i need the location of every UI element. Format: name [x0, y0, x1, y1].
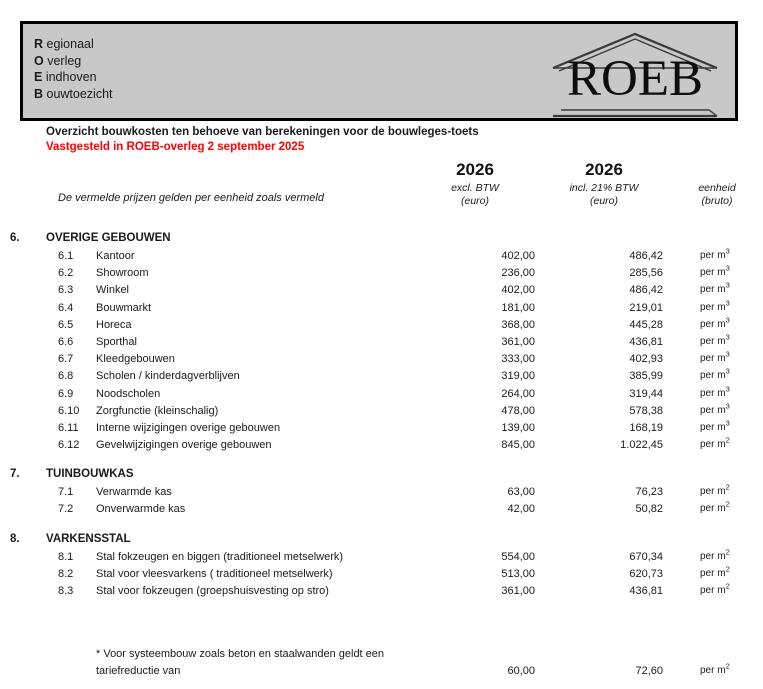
row-label: Gevelwijzigingen overige gebouwen [96, 439, 272, 452]
row-excl-value: 181,00 [501, 301, 535, 314]
row-unit [700, 500, 730, 515]
row-excl-value: 319,00 [501, 370, 535, 383]
table-row [0, 500, 763, 520]
acronym-initial-b: B [34, 86, 44, 101]
row-incl-value: 319,44 [629, 387, 663, 400]
header-incl-year: 2026 [585, 160, 623, 179]
roeb-logo [547, 30, 723, 122]
row-label: Horeca [96, 318, 132, 331]
row-excl-value: 236,00 [501, 267, 535, 280]
row-number: 6.5 [58, 318, 74, 331]
table-row [0, 564, 763, 585]
table-row [0, 547, 763, 568]
row-label: Kantoor [96, 250, 135, 262]
row-unit-exponent: 3 [725, 315, 730, 325]
row-unit [700, 281, 730, 296]
row-incl-value: 1.022,45 [620, 439, 663, 452]
row-incl-value: 578,38 [629, 404, 663, 417]
row-label: Noodscholen [96, 387, 161, 400]
row-unit [700, 564, 730, 579]
page-title: Overzicht bouwkosten ten behoeve van berekeningen voor de bouwleges-toets [46, 126, 479, 138]
section-number: 7. [10, 468, 20, 481]
table-row [0, 332, 763, 353]
section-header-row [0, 533, 763, 551]
row-incl-value: 50,82 [635, 503, 663, 516]
row-excl-value: 42,00 [507, 503, 535, 516]
row-incl-value: 445,28 [629, 318, 663, 331]
row-incl-value: 402,93 [629, 353, 663, 366]
row-label: Onverwarmde kas [96, 503, 186, 516]
row-unit-exponent: 3 [725, 281, 730, 291]
header-excl-sub [415, 182, 535, 208]
row-unit [700, 581, 730, 596]
header-unit-line2: (bruto) [701, 195, 733, 207]
row-number: 6.7 [58, 353, 74, 366]
header-excl-year: 2026 [456, 160, 494, 179]
section-title: OVERIGE GEBOUWEN [46, 232, 171, 244]
row-incl-value: 436,81 [629, 335, 663, 348]
section-title: TUINBOUWKAS [46, 468, 134, 481]
row-unit-text: per m [700, 503, 726, 515]
row-excl-value: 513,00 [501, 567, 535, 580]
row-number: 6.2 [58, 267, 74, 280]
row-unit [700, 435, 730, 451]
table-row [0, 384, 763, 405]
row-number: 6.4 [58, 301, 74, 314]
row-incl-value: 620,73 [629, 567, 663, 580]
row-unit-text: per m [700, 284, 726, 296]
table-row [0, 298, 763, 319]
row-unit-exponent: 3 [725, 332, 730, 342]
row-unit-text: per m [700, 250, 726, 261]
row-number: 6.1 [58, 250, 74, 262]
row-unit-exponent: 3 [725, 246, 730, 256]
row-number: 6.6 [58, 335, 74, 348]
row-incl-value: 436,81 [629, 585, 663, 597]
row-label: Stal voor vleesvarkens ( traditioneel metselwerk) [96, 567, 333, 580]
row-incl-value: 486,42 [629, 284, 663, 297]
row-incl-value: 385,99 [629, 370, 663, 383]
section-number: 8. [10, 532, 20, 545]
row-excl-value: 402,00 [501, 284, 535, 297]
row-unit-exponent: 2 [725, 435, 730, 445]
row-unit-exponent: 3 [725, 384, 730, 394]
table-row [0, 263, 763, 284]
acronym-line-bouwtoezicht [34, 86, 113, 103]
row-unit-text: per m [700, 421, 726, 433]
row-number: 6.3 [58, 284, 74, 297]
row-label: Interne wijzigingen overige gebouwen [96, 421, 281, 434]
footnote-unit-text: per m [700, 665, 726, 676]
row-label: Kleedgebouwen [96, 353, 175, 366]
row-incl-value: 219,01 [629, 301, 663, 314]
footnote-incl-value: 72,60 [635, 665, 663, 677]
section-header-row [0, 232, 763, 250]
row-unit [700, 263, 730, 279]
row-number: 8.2 [58, 567, 74, 580]
row-unit-text: per m [700, 567, 726, 579]
acronym-initial-r: R [34, 37, 44, 51]
row-number: 6.9 [58, 387, 74, 400]
footnote-unit-exponent: 2 [725, 661, 730, 671]
header-incl-line1: incl. 21% BTW [569, 182, 639, 194]
acronym-rest-eindhoven: indhoven [42, 70, 97, 84]
row-excl-value: 368,00 [501, 318, 535, 331]
footnote-line-2: tariefreductie van [96, 665, 181, 677]
row-unit-exponent: 2 [725, 564, 730, 574]
row-label: Verwarmde kas [96, 486, 172, 499]
row-unit-text: per m [700, 550, 726, 562]
section-title: VARKENSSTAL [46, 532, 131, 545]
section-spacer [0, 456, 763, 468]
acronym-rest-bouwtoezicht: ouwtoezicht [43, 86, 113, 101]
section-spacer [0, 521, 763, 533]
row-excl-value: 333,00 [501, 353, 535, 366]
row-unit-exponent: 3 [725, 349, 730, 359]
row-unit-exponent: 3 [725, 298, 730, 308]
header-incl-sub [545, 182, 663, 208]
row-label: Sporthal [96, 335, 137, 348]
row-excl-value: 402,00 [501, 250, 535, 262]
prices-note: De vermelde prijzen gelden per eenheid zoals vermeld [58, 192, 324, 204]
row-unit [700, 332, 730, 347]
header-excl-line1: excl. BTW [451, 182, 499, 194]
header-unit-line1: eenheid [698, 182, 736, 194]
row-unit-exponent: 3 [725, 418, 730, 428]
footnote-line-1: * Voor systeembouw zoals beton en staalwanden geldt een [96, 648, 385, 660]
table-column-headers [0, 160, 763, 220]
row-unit-exponent: 2 [725, 581, 730, 591]
row-unit-text: per m [700, 486, 726, 498]
header-excl-line2: (euro) [460, 195, 489, 207]
row-unit-exponent: 3 [725, 401, 730, 411]
row-excl-value: 478,00 [501, 404, 535, 417]
table-row [0, 366, 763, 387]
acronym-rest-regionaal: egionaal [43, 37, 94, 51]
row-label: Showroom [96, 267, 149, 280]
row-label: Stal fokzeugen en biggen (traditioneel metselwerk) [96, 550, 344, 563]
row-unit [700, 298, 730, 313]
row-label: Stal voor fokzeugen (groepshuisvesting op stro) [96, 585, 329, 597]
row-number: 6.8 [58, 370, 74, 383]
row-label: Bouwmarkt [96, 301, 152, 314]
table-row [0, 581, 763, 602]
row-unit-text: per m [700, 404, 726, 416]
table-row [0, 482, 763, 503]
header-unit [678, 182, 756, 208]
row-unit-text: per m [700, 335, 726, 347]
letterhead-box [20, 21, 738, 121]
header-incl-line2: (euro) [589, 195, 618, 207]
page-subtitle: Vastgesteld in ROEB-overleg 2 september 2025 [46, 141, 305, 153]
row-unit [700, 366, 730, 382]
row-unit-exponent: 2 [725, 547, 730, 557]
row-unit [700, 418, 730, 433]
section-number: 6. [10, 232, 20, 244]
row-unit-text: per m [700, 387, 726, 399]
row-number: 7.1 [58, 486, 74, 499]
row-unit-exponent: 3 [725, 263, 730, 273]
row-excl-value: 264,00 [501, 387, 535, 400]
row-incl-value: 76,23 [635, 486, 663, 499]
acronym-rest-overleg: verleg [43, 53, 82, 68]
table-row [0, 315, 763, 336]
row-number: 6.12 [58, 439, 80, 452]
row-label: Zorgfunctie (kleinschalig) [96, 404, 219, 417]
row-unit [700, 315, 730, 330]
price-table [0, 232, 763, 602]
row-number: 6.11 [58, 421, 79, 434]
acronym-line-eindhoven [34, 69, 113, 86]
row-unit [700, 349, 730, 365]
table-row [0, 401, 763, 422]
row-unit-text: per m [700, 318, 726, 330]
row-unit-text: per m [700, 267, 726, 279]
row-excl-value: 361,00 [501, 335, 535, 348]
acronym-initial-e: E [34, 70, 43, 84]
row-number: 8.3 [58, 585, 74, 597]
table-row [0, 435, 763, 456]
acronym-initial-o: O [34, 53, 44, 68]
row-label: Winkel [96, 284, 130, 297]
row-incl-value: 168,19 [629, 421, 663, 434]
row-incl-value: 486,42 [629, 250, 663, 262]
table-row [0, 246, 763, 267]
row-number: 6.10 [58, 404, 80, 417]
section-header-row [0, 468, 763, 486]
row-unit [700, 246, 730, 261]
row-excl-value: 63,00 [507, 486, 535, 499]
roeb-wordmark: ROEB [566, 51, 704, 107]
row-incl-value: 670,34 [629, 550, 663, 563]
row-number: 8.1 [58, 550, 74, 563]
row-excl-value: 845,00 [501, 439, 535, 452]
table-row [0, 281, 763, 301]
row-label: Scholen / kinderdagverblijven [96, 370, 240, 383]
row-incl-value: 285,56 [629, 267, 663, 280]
row-unit-exponent: 2 [725, 500, 730, 510]
row-unit-text: per m [700, 353, 726, 365]
row-unit-text: per m [700, 301, 726, 313]
table-row [0, 349, 763, 370]
row-excl-value: 361,00 [501, 585, 535, 597]
row-unit-exponent: 3 [725, 366, 730, 376]
acronym-list [34, 36, 113, 102]
acronym-line-regionaal [34, 36, 113, 53]
row-excl-value: 554,00 [501, 550, 535, 563]
row-unit [700, 384, 730, 399]
row-number: 7.2 [58, 503, 74, 516]
row-excl-value: 139,00 [501, 421, 535, 434]
row-unit-text: per m [700, 439, 726, 451]
row-unit [700, 401, 730, 416]
acronym-line-overleg [34, 53, 113, 70]
table-row [0, 418, 763, 439]
footnote-excl-value: 60,00 [507, 665, 535, 677]
row-unit-text: per m [700, 370, 726, 382]
footnote-unit [700, 661, 730, 676]
row-unit-text: per m [700, 585, 726, 596]
row-unit-exponent: 2 [725, 482, 730, 492]
row-unit [700, 547, 730, 562]
row-unit [700, 482, 730, 498]
